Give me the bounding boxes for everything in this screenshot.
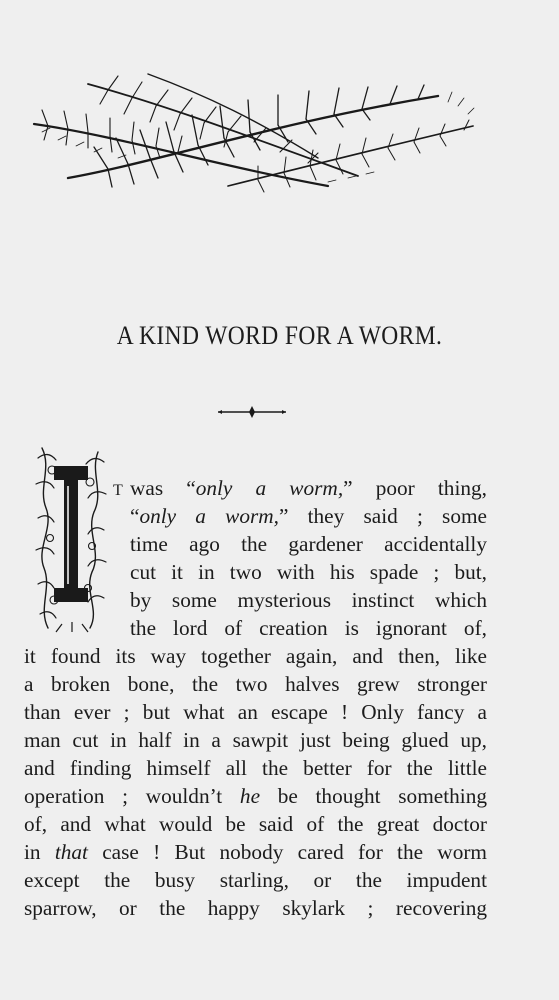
text-line: man cut in half in a sawpit just being glued up, [24,728,487,752]
text-line: of, and what would be said of the great doctor [24,812,487,836]
text-line: except the busy starling, or the impudent [24,868,487,892]
text-line: in that case ! But nobody cared for the worm [24,840,487,864]
text-line: and finding himself all the better for the little [24,756,487,780]
first-line-drop-cap-rest [113,475,124,501]
text-line: sparrow, or the happy skylark ; recovering [24,896,487,920]
chapter-title: A KIND WORD FOR A WORM. [116,321,443,351]
fern-headpiece-ornament [28,66,476,198]
text-line: “only a worm,” they said ; some [130,504,488,528]
text-line: a broken bone, the two halves grew stronger [24,672,487,696]
drop-cap-initial-ornament [32,438,110,634]
text-line: by some mysterious instinct which [130,588,487,612]
rule-divider-ornament [216,404,288,420]
drop-cap-rest: T [113,482,124,499]
text-line: the lord of creation is ignorant of, [130,616,487,640]
text-line: than ever ; but what an escape ! Only fancy a [24,700,487,724]
text-line: it found its way together again, and then, like [24,644,487,668]
text-line: operation ; wouldn’t he be thought something [24,784,487,808]
text-line: cut it in two with his spade ; but, [130,560,487,584]
text-line: was “only a worm,” poor thing, [130,476,487,500]
text-line: time ago the gardener accidentally [130,532,487,556]
